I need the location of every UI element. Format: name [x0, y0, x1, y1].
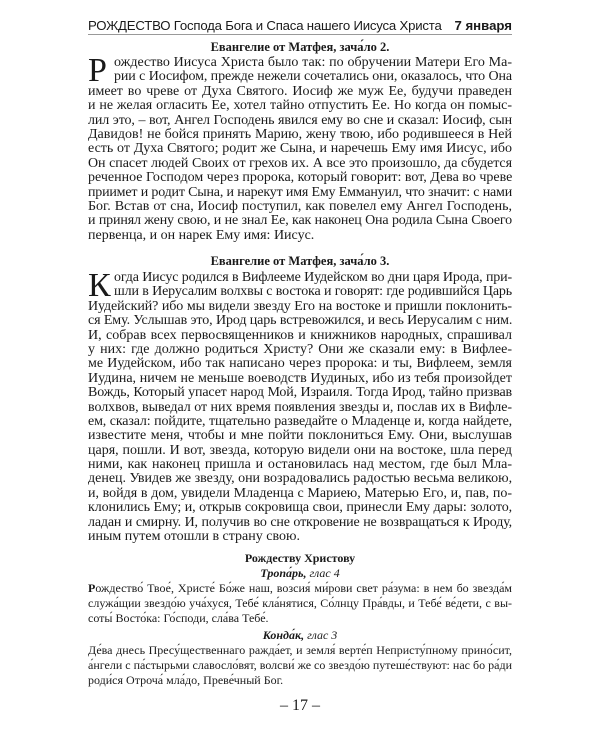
text-line: ем, сказал: пойдите, тщательно разведайте о Младенце и, когда найдете,: [88, 413, 512, 429]
text-line: имеет во чреве от Духа Святого. Иосиф же муж Ее, будучи праведен: [88, 83, 512, 99]
header-title: РОЖДЕСТВО Господа Бога и Спаса нашего Иисуса Христа: [88, 18, 442, 33]
text-line: царя, пошли. И вот, звезда, которую видели они на востоке, шла перед: [88, 442, 512, 458]
text-line: клонились Ему; и, открыв сокровища свои, принесли Ему дары: золото,: [88, 500, 512, 516]
kontakion-text: [88, 643, 512, 688]
text-line: есть от Духа Святого; родит же Сына, и наречешь Ему имя Иисус, ибо: [88, 141, 512, 157]
text-line: и, войдя в дом, увидели Младенца с Мариею, Матерью Его, и, пав, по-: [88, 485, 512, 501]
text-line: и не желая огласить Ее, хотел тайно отпустить Ее. Но когда он помыс-: [88, 98, 512, 114]
text-line: первенца, и он нарек Ему имя: Иисус.: [88, 227, 315, 243]
troparion-tone: глас 4: [309, 566, 340, 580]
text-line: приимет и родит Сына, и нарекут имя Ему Еммануил, что значит: с нами: [88, 184, 512, 200]
text-line: ме Иудейском, ибо так написано через пророка: и ты, Вифлеем, земля: [88, 356, 512, 372]
initial-letter: Р: [88, 581, 96, 595]
text-line: а́нгели с па́стырьми славосло́вят, волсви́ же со звездо́ю путеше́ствуют: нас бо ра́ди: [88, 658, 512, 672]
text-line: ождество Иисуса Христа было так: по обручении Матери Его Ма-: [114, 55, 512, 70]
text-line: волхвов, выведал от них время появления звезды и, послав их в Вифле-: [88, 399, 512, 415]
text-line: И, собрав всех первосвященников и книжников народных, спрашивал: [88, 327, 512, 343]
text-line: лил это, – вот, Ангел Господень явился ему во сне и сказал: Иосиф, сын: [88, 112, 512, 128]
text-line: у них: где должно родиться Христу? Они же сказали ему: в Вифлее-: [88, 341, 512, 357]
text-line: ся Ему. Услышав это, Ирод царь встревожился, и весь Иерусалим с ним.: [88, 313, 513, 329]
troparion-title: Тропа́рь,: [260, 566, 307, 580]
reading2-text: [88, 267, 513, 545]
text-line: рии с Иосифом, прежде нежели сочетались они, оказалось, что Она: [114, 69, 512, 85]
text-line: иным путем отошли в страну свою.: [88, 529, 300, 545]
drop-cap: К: [88, 267, 111, 304]
text-line: Он спасет людей Своих от грехов их. А все это произошло, да сбудется: [88, 155, 512, 171]
line-text: ождество́ Твое́, Христе́ Бо́же наш, возсия́ ми́рови свет ра́зума: в нем бо звезда́м: [95, 581, 512, 595]
kontakion-title: Конда́к,: [262, 628, 305, 642]
text-line: Бог. Встав от сна, Иосиф поступил, как повелел ему Ангел Господень,: [88, 198, 512, 214]
header-date: 7 января: [454, 18, 512, 33]
text-line: соты́ Восто́ка: Го́споди, сла́ва Тебе́.: [88, 611, 269, 625]
text-line: [88, 581, 512, 596]
reading2-heading: Евангелие от Матфея, зача́ло 3.: [210, 254, 390, 268]
text-line: огда Иисус родился в Вифлееме Иудейском во дни царя Ирода, при-: [114, 270, 512, 285]
text-line: Вождь, Который упасет народ Мой, Израиля. Тогда Ирод, тайно призвав: [88, 385, 512, 401]
troparion-heading: [88, 566, 512, 580]
troparion-text: [88, 581, 512, 626]
text-line: реченное Господом через пророка, который говорит: вот, Дева во чреве: [88, 170, 513, 186]
text-line: ладан и смирну. И, получив во сне откровение не возвращаться к Ироду,: [88, 514, 512, 530]
text-line: и принял жену свою, и не знал Ее, как наконец Она родила Сына Своего: [88, 213, 512, 229]
text-line: служа́щии звездо́ю уча́хуся, Тебе́ кла́нятися, Со́лнцу Пра́вды, и Тебе́ ве́дети, с вы-: [88, 596, 512, 610]
kontakion-tone: глас 3: [307, 628, 338, 642]
running-header: [88, 16, 512, 35]
text-line: Иудина, ничем не меньше воеводств Иудиных, ибо из тебя произойдет: [88, 370, 512, 386]
text-line: Давидов! не бойся принять Марию, жену твою, ибо родившееся в Ней: [88, 126, 512, 142]
text-line: ними, как наконец пришла и остановилась над местом, где был Мла-: [88, 457, 512, 473]
text-line: Иудейский? ибо мы видели звезду Его на востоке и пришли поклонить-: [88, 298, 512, 314]
text-line: роди́ся Отроча́ мла́до, Преве́чный Бог.: [88, 673, 284, 687]
kontakion-heading: [88, 628, 512, 642]
text-line: денец. Увидев же звезду, они возрадовались радостью весьма великою,: [88, 471, 513, 487]
text-line: Де́ва днесь Пресу́щественнаго ражда́ет, и земля́ верте́п Непристу́пному прино́сит,: [88, 643, 512, 657]
reading1-heading: Евангелие от Матфея, зача́ло 2.: [210, 40, 390, 54]
text-line: шли в Иерусалим волхвы с востока и говорят: где родившийся Царь: [114, 284, 512, 300]
text-line: известите меня, чтобы и мне пойти поклониться Ему. Они, выслушав: [88, 428, 512, 444]
hymns-heading: Рождеству Христову: [244, 551, 356, 565]
drop-cap: Р: [88, 52, 107, 89]
page-number: – 17 –: [280, 697, 320, 714]
reading1-text: [88, 52, 513, 243]
